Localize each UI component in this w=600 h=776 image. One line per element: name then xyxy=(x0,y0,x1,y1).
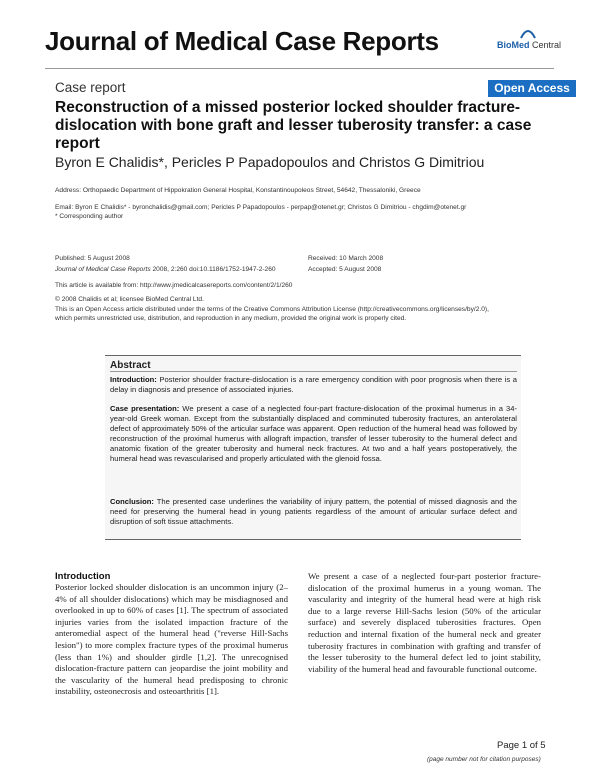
abstract-case-text: We present a case of a neglected four-part fracture-dislocation of the proximal humerus in a 34-year-old Greek woman. Except from the substantially displaced and comminuted tuberosity fractures, an anterolateral defect of approximately 50% of the articular surface was apparent. Open reduction of the humeral head was followed by reconstruction of the proximal humerus with allograft impaction, transfer of lesser tuberosity to the humeral defect and anatomic fixation of the greater tuberosity and humeral neck fractures. At two and a half years postoperatively, the humeral head was revascularised and properly articulated with the glenoid fossa. xyxy=(110,404,517,463)
received-date: Received: 10 March 2008 xyxy=(308,255,384,262)
introduction-heading: Introduction xyxy=(55,571,111,582)
accepted-date: Accepted: 5 August 2008 xyxy=(308,266,382,273)
header-rule xyxy=(45,68,554,69)
abstract-conclusion-label: Conclusion: xyxy=(110,497,154,506)
author-list: Byron E Chalidis*, Pericles P Papadopoulos and Christos G Dimitriou xyxy=(55,154,485,170)
license-line-2: which permits unrestricted use, distribution, and reproduction in any medium, provided the original work is properly cited. xyxy=(55,315,407,322)
logo-arc-icon xyxy=(519,27,537,39)
abstract-introduction xyxy=(110,375,517,395)
page-number-note: (page number not for citation purposes) xyxy=(427,756,541,763)
abstract-heading: Abstract xyxy=(110,360,151,371)
availability-link[interactable]: This article is available from: http://www.jmedicalcasereports.com/content/2/1/260 xyxy=(55,282,293,289)
author-emails: Email: Byron E Chalidis* - byronchalidis@gmail.com; Pericles P Papadopoulos - perpap@otenet.gr; Christos G Dimitriou - chgdim@otenet.gr xyxy=(55,204,467,211)
biomed-central-logo xyxy=(497,40,561,50)
abstract-case-presentation xyxy=(110,404,517,464)
abstract-divider xyxy=(110,371,517,372)
author-address: Address: Orthopaedic Department of Hippokration General Hospital, Konstantinoupoleos Street, 54642, Thessaloniki, Greece xyxy=(55,187,421,194)
section-type: Case report xyxy=(55,80,126,95)
logo-central-text: Central xyxy=(529,40,562,50)
corresponding-note: * Corresponding author xyxy=(55,213,124,220)
citation xyxy=(55,266,276,273)
copyright-line: © 2008 Chalidis et al; licensee BioMed Central Ltd. xyxy=(55,296,204,303)
abstract-conclusion xyxy=(110,497,517,527)
logo-bio-text: BioMed xyxy=(497,40,530,50)
citation-details: 2008, 2:260 doi:10.1186/1752-1947-2-260 xyxy=(150,266,276,273)
body-right-column: We present a case of a neglected four-part posterior fracture-dislocation of the proximal humerus in a young woman. The vascularity and integrity of the humeral head were at high risk due to a large reverse Hill-Sachs lesion (50% of the articular surface) and severely displaced tuberosities fractures. Open reduction and internal fixation of the humeral neck and greater tuberosity fractures in combination with grafting and transfer of the lesser tuberosity to the humeral defect led to joint stability, viability of the humeral head and favourable functional outcome. xyxy=(308,571,541,674)
citation-journal: Journal of Medical Case Reports xyxy=(55,266,151,273)
abstract-conclusion-text: The presented case underlines the variability of injury pattern, the potential of missed diagnosis and the need for preserving the humeral head in young patients regardless of the amount of articular surface defect and disruption of soft tissue attachments. xyxy=(110,497,517,526)
body-left-column: Posterior locked shoulder dislocation is an uncommon injury (2–4% of all shoulder dislocations) which may be misdiagnosed and overlooked in up to 60% of cases [1]. The spectrum of associated injuries varies from the isolated impaction fracture of the anteromedial aspect of the humeral head ("reverse Hill-Sachs lesion") to more complex fracture types of the proximal humerus (less than 1%) and shoulder girdle [1,2]. The unrecognised dislocation-fracture pattern can jeopardise the joint mobility and the vascularity of the humeral head predisposing to chronic instability, osteonecrosis and osteoarthritis [1]. xyxy=(55,582,288,697)
page-number: Page 1 of 5 xyxy=(497,740,546,751)
license-line-1: This is an Open Access article distributed under the terms of the Creative Commons Attribution License (http://creativecommons.org/licenses/by/2.0), xyxy=(55,306,489,313)
abstract-case-label: Case presentation: xyxy=(110,404,180,413)
journal-title: Journal of Medical Case Reports xyxy=(45,26,439,56)
published-date: Published: 5 August 2008 xyxy=(55,255,130,262)
abstract-introduction-label: Introduction: xyxy=(110,375,157,384)
open-access-badge: Open Access xyxy=(488,80,576,97)
abstract-introduction-text: Posterior shoulder fracture-dislocation is a rare emergency condition with poor prognosis when there is a delay in diagnosis and presence of associated injuries. xyxy=(110,375,517,394)
article-title: Reconstruction of a missed posterior locked shoulder fracture-dislocation with bone graft and lesser tuberosity transfer: a case report xyxy=(55,99,532,152)
